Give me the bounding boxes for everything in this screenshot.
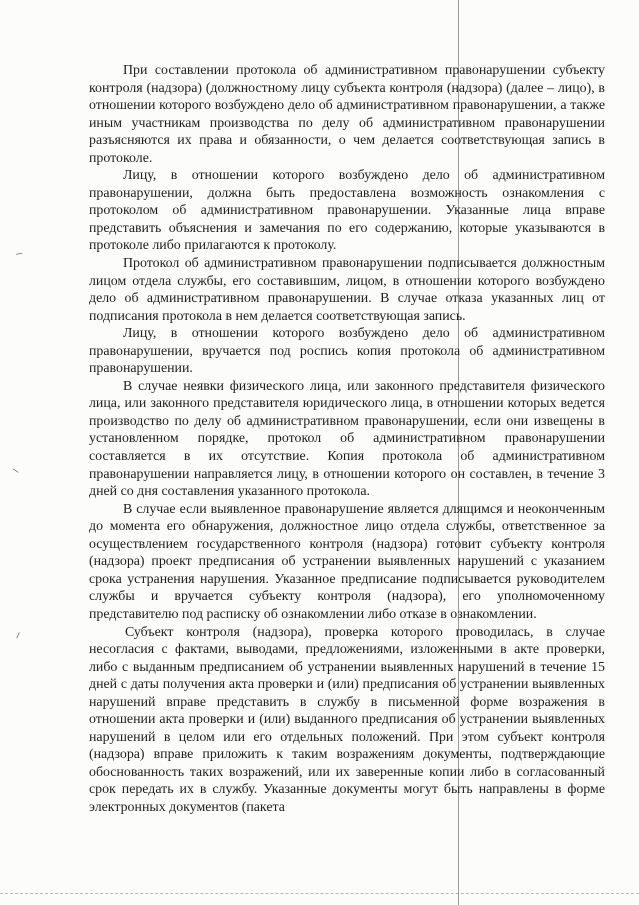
hole-punch-mark: ⸍ <box>10 248 25 265</box>
paragraph-objections: Субъект контроля (надзора), проверка которого проводилась, в случае несогласия с фактами, выводами, предложениями, изложенными в акте проверки, либо с выданным предписанием об устранении выявленных нарушений в течение 15 дней с даты получения акта проверки и (или) предписания об устранении выявленных нарушений вправе представить в службу в письменной форме возражения в отношении акта проверки и (или) выданного предписания об устранении выявленных нарушений в целом или его отдельных положений. При этом субъект контроля (надзора) вправе приложить к таким возражениям документы, подтверждающие обоснованность таких возражений, или их заверенные копии либо в согласованный срок передать их в службу. Указанные документы могут быть направлены в форме электронных документов (пакета <box>89 624 605 815</box>
paragraph-signing-protocol: Протокол об административном правонарушении подписывается должностным лицом отдела службы, его составившим, лицом, в отношении которого возбуждено дело об административном правонарушении. В случае отказа указанных лиц от подписания протокола в нем делается соответствующая запись. <box>89 256 605 324</box>
paragraph-copy-delivery: Лицу, в отношении которого возбуждено дело об административном правонарушении, вручается под роспись копия протокола об административном правонарушении. <box>89 326 605 377</box>
paragraph-review-protocol: Лицу, в отношении которого возбуждено дело об административном правонарушении, должна быть предоставлена возможность ознакомления с протоколом об административном правонарушении. Указанные лица вправе представить объяснения и замечания по его содержанию, которые указываются в протоколе либо прилагаются к протоколу. <box>89 168 605 254</box>
hole-punch-mark: ⸜ <box>10 460 20 477</box>
paragraph-absence: В случае неявки физического лица, или законного представителя физического лица, или законного представителя юридического лица, в отношении которых ведется производство по делу об административном правонарушении, если они извещены в установленном порядке, протокол об административном правонарушении составляется в их отсутствие. Копия протокола об административном правонарушении направляется лицу, в отношении которого он составлен, в течение 3 дней со дня составления указанного протокола. <box>89 378 605 500</box>
paragraph-ongoing-violation: В случае если выявленное правонарушение является длящимся и неоконченным до момента его обнаружения, должностное лицо отдела службы, ответственное за осуществлением государственного контроля (надзора) готовит субъекту контроля (надзора) проект предписания об устранении выявленных нарушений с указанием срока устранения нарушения. Указанное предписание подписывается руководителем службы и вручается субъекту контроля (надзора), его уполномоченному представителю под расписку об ознакомлении либо отказе в ознакомлении. <box>89 501 605 622</box>
paragraph-protocol-rights: При составлении протокола об административном правонарушении субъекту контроля (надзора) (должностному лицу субъекта контроля (надзора) (далее – лицо), в отношении которого возбуждено дело об административном правонарушении, а также иным участникам производства по делу об административном правонарушении разъясняются их права и обязанности, о чем делается соответствующая запись в протоколе. <box>89 63 605 166</box>
page-bottom-edge <box>0 893 639 895</box>
document-body <box>89 62 605 817</box>
hole-punch-mark: ⸍ <box>13 630 25 647</box>
